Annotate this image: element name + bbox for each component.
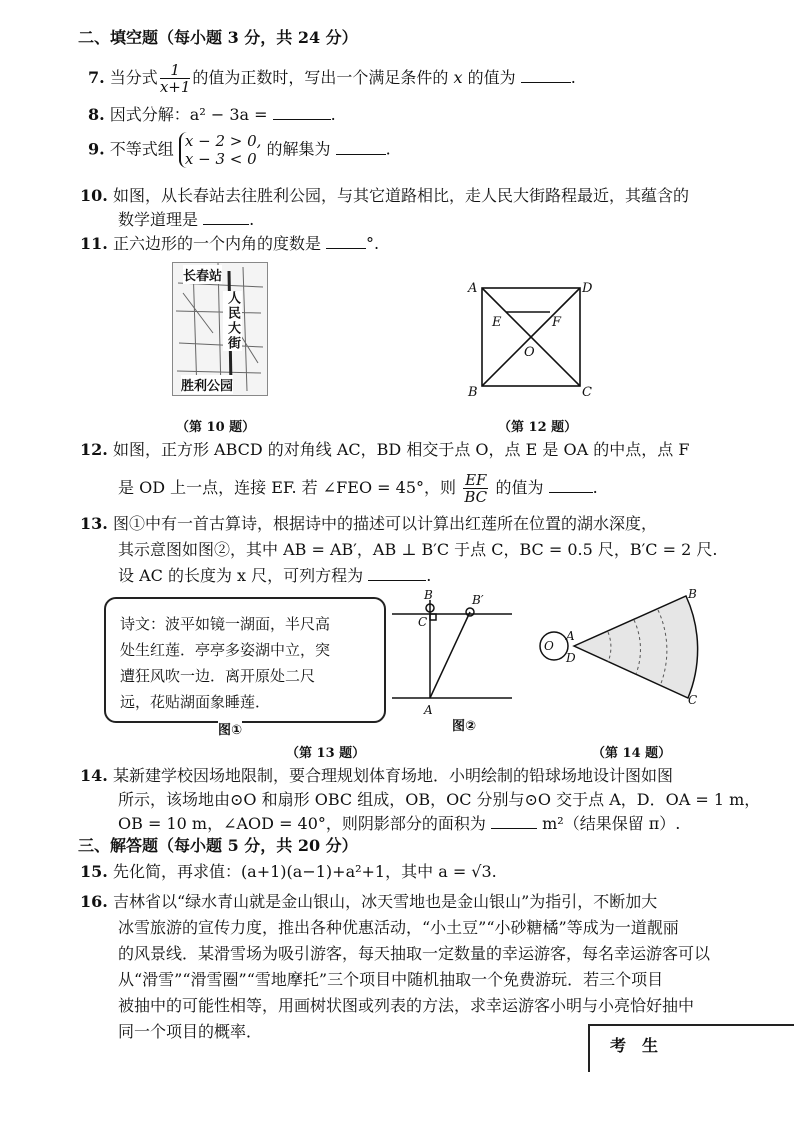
- question-10: 10. 如图，从长春站去往胜利公园，与其它道路相比，走人民大街路程最近，其蕴含的: [80, 186, 689, 205]
- fraction: $\frac{1}{x+1}$: [159, 61, 191, 96]
- poem-line: 处生红莲．亭亭多姿湖中立，突: [120, 641, 331, 659]
- answer-blank[interactable]: [521, 68, 571, 83]
- point-D: D: [582, 281, 593, 296]
- section-2-heading: 二、填空题（每小题 3 分，共 24 分）: [78, 28, 358, 47]
- answer-blank[interactable]: [368, 566, 426, 581]
- answer-blank[interactable]: [336, 140, 386, 155]
- figure-1-label: 图①: [218, 719, 242, 738]
- point-O: O: [544, 639, 554, 653]
- question-12: 12. 如图，正方形 ABCD 的对角线 AC，BD 相交于点 O，点 E 是 OA 的中点，点 F: [80, 440, 690, 459]
- point-A: A: [566, 629, 575, 643]
- question-8: 8. 因式分解：a² − 3a = .: [88, 105, 336, 124]
- point-B: B: [468, 385, 478, 400]
- point-A: A: [424, 703, 433, 717]
- poem-line: 诗文：波平如镜一湖面，半尺高: [120, 615, 331, 633]
- question-13-line3: 设 AC 的长度为 x 尺，可列方程为 .: [118, 566, 432, 585]
- point-B: B: [688, 587, 697, 601]
- examinee-info-box: [588, 1024, 794, 1072]
- question-13-line2: 其示意图如图②，其中 AB = AB′，AB ⊥ B′C 于点 C，BC = 0.5 尺，B′C = 2 尺.: [118, 540, 718, 559]
- answer-blank[interactable]: [203, 210, 249, 225]
- question-13: 13. 图①中有一首古算诗，根据诗中的描述可以计算出红莲所在位置的湖水深度，: [80, 514, 657, 533]
- question-14-line2: 所示，该场地由⊙O 和扇形 OBC 组成，OB，OC 分别与⊙O 交于点 A，D．OA = 1 m，: [118, 790, 761, 809]
- answer-blank[interactable]: [273, 105, 331, 120]
- point-C: C: [418, 615, 428, 629]
- point-E: E: [492, 315, 502, 330]
- answer-blank[interactable]: [326, 234, 366, 249]
- point-A: A: [468, 281, 478, 296]
- figure-14-field: [538, 586, 708, 706]
- question-16-line: 的风景线．某滑雪场为吸引游客，每天抽取一定数量的幸运游客，每名幸运游客可以: [118, 944, 711, 963]
- park-label: 胜利公园: [181, 375, 233, 394]
- figure-10-map: [172, 262, 268, 396]
- question-14-line3: OB = 10 m，∠AOD = 40°，则阴影部分的面积为 m²（结果保留 π）.: [118, 814, 681, 833]
- question-16-line: 被抽中的可能性相等，用画树状图或列表的方法，求幸运游客小明与小亮恰好抽中: [118, 996, 695, 1015]
- examinee-label: 考 生: [610, 1036, 659, 1055]
- question-11: 11. 正六边形的一个内角的度数是 °.: [80, 234, 380, 253]
- question-16-line: 冰雪旅游的宣传力度，推出各种优惠活动，“小土豆”“小砂糖橘”等成为一道靓丽: [118, 918, 679, 937]
- poem-line: 远，花贴湖面象睡莲．: [120, 693, 271, 711]
- street-label: 人民大街: [225, 291, 240, 351]
- question-7: 7. 当分式 $\frac{1}{x+1}$ 的值为正数时，写出一个满足条件的 x 的值为 .: [88, 61, 576, 96]
- station-label: 长春站: [183, 265, 222, 284]
- figure-13-caption: （第 13 题）: [286, 746, 366, 761]
- point-O: O: [524, 345, 535, 360]
- point-C: C: [688, 693, 698, 706]
- question-16: 16. 吉林省以“绿水青山就是金山银山，冰天雪地也是金山银山”为指引，不断加大: [80, 892, 658, 911]
- answer-blank[interactable]: [491, 814, 537, 829]
- answer-blank[interactable]: [549, 478, 593, 493]
- question-9: 9. 不等式组 x − 2 > 0, x − 3 < 0 的解集为 .: [88, 132, 391, 168]
- figure-13-diagram: [392, 588, 514, 738]
- question-15: 15. 先化简，再求值：(a+1)(a−1)+a²+1，其中 a = √3.: [80, 862, 497, 881]
- question-16-line: 同一个项目的概率．: [118, 1022, 263, 1041]
- point-D: D: [566, 651, 576, 665]
- fraction: $\frac{EF}{BC}$: [464, 471, 488, 506]
- figure-10-caption: （第 10 题）: [176, 420, 256, 435]
- poem-scroll: [104, 597, 386, 738]
- inequality-system: x − 2 > 0, x − 3 < 0: [179, 132, 262, 168]
- point-B-prime: B′: [472, 593, 484, 607]
- figure-14-caption: （第 14 题）: [592, 746, 672, 761]
- figure-2-label: 图②: [452, 719, 477, 734]
- question-10-line2: 数学道理是 .: [118, 210, 255, 229]
- figure-12-caption: （第 12 题）: [498, 420, 578, 435]
- question-14: 14. 某新建学校因场地限制，要合理规划体育场地．小明绘制的铅球场地设计图如图: [80, 766, 673, 785]
- point-B: B: [424, 588, 433, 602]
- question-16-line: 从“滑雪”“滑雪圈”“雪地摩托”三个项目中随机抽取一个免费游玩．若三个项目: [118, 970, 664, 989]
- question-12-line2: 是 OD 上一点，连接 EF. 若 ∠FEO = 45°，则 $\frac{EF}{BC}$ 的值为 .: [118, 471, 598, 506]
- poem-line: 遭狂风吹一边．离开原处二尺: [120, 667, 316, 685]
- figure-12-square: [462, 278, 602, 404]
- point-C: C: [582, 385, 592, 400]
- section-3-heading: 三、解答题（每小题 5 分，共 20 分）: [78, 836, 358, 855]
- point-F: F: [552, 315, 562, 330]
